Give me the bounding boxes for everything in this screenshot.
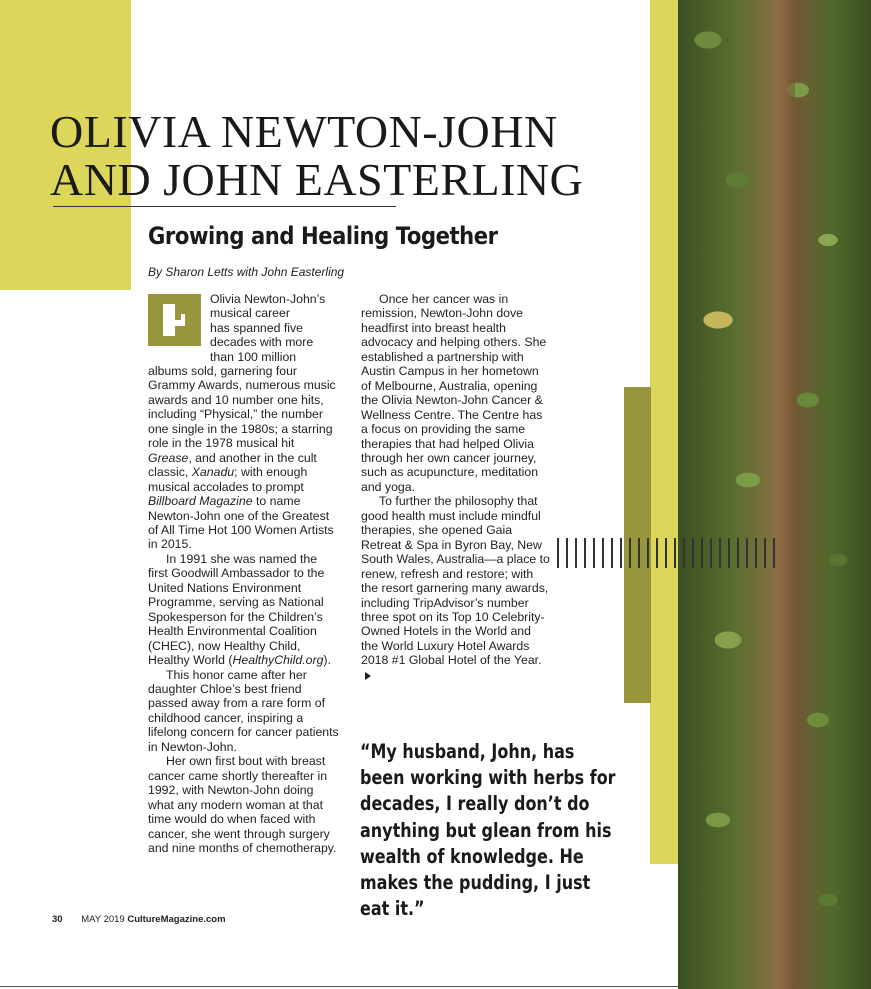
- column-1: [148, 364, 340, 855]
- page-footer: [52, 914, 226, 925]
- end-mark-icon: [365, 672, 371, 680]
- byline: By Sharon Letts with John Easterling: [148, 265, 345, 279]
- bottom-rule: [0, 986, 678, 987]
- paragraph: To further the philosophy that good health must include mindful therapies, she opened Gaia Retreat & Spa in Byron Bay, New South Wales, Australia—a place to renew, refresh and restore; with the resort garnering many awards, including TripAdvisor’s number three spot on its Top 10 Celebrity-Owned Hotels in the World and the World Luxury Hotel Awards 2018 #1 Global Hotel of the Year.: [361, 494, 551, 682]
- paragraph: In 1991 she was named the first Goodwill Ambassador to the United Nations Environment Programme, serving as National Spokesperson for the Children’s Health Environmental Coalition (CHEC), now Healthy Child, Healthy World (HealthyChild.org).: [148, 551, 331, 668]
- pull-quote: “My husband, John, has been working with herbs for decades, I really don’t do anything but glean from his wealth of knowledge. He makes the pudding, I just eat it.”: [360, 740, 616, 921]
- intro-line: than 100 million: [210, 349, 297, 364]
- site-name: CultureMagazine.com: [127, 914, 226, 925]
- intro-line: musical career: [210, 306, 290, 321]
- headline-rule: [53, 206, 396, 207]
- headline-line-2: AND JOHN EASTERLING: [50, 154, 584, 205]
- subtitle: Growing and Healing Together: [148, 222, 498, 250]
- foliage-photo: [678, 0, 871, 989]
- intro-line: decades with more: [210, 335, 314, 350]
- issue-date: MAY 2019: [81, 914, 125, 925]
- intro-line: Olivia Newton-John’s: [210, 292, 326, 306]
- paragraph: Once her cancer was in remission, Newton-John dove headfirst into breast health advocacy and helping others. She established a partnership with Austin Campus in her hometown of Melbourne, Australia, opening the Olivia Newton-John Cancer & Wellness Centre. The Centre has a focus on providing the same therapies that had helped Olivia through her own cancer journey, such as acupuncture, meditation and yoga.: [361, 292, 547, 494]
- headline-line-1: OLIVIA NEWTON-JOHN: [50, 106, 558, 157]
- paragraph: albums sold, garnering four Grammy Awards, numerous music awards and 10 number one hits, including “Physical,” the number one single in the 1980s; a starring role in the 1978 musical hit Grease, and another in the cult classic, Xanadu; with enough musical accolades to prompt Billboard Magazine to name Newton-John one of the Greatest of All Time Hot 100 Women Artists in 2015.: [148, 364, 336, 552]
- intro-line: has spanned five: [210, 320, 303, 335]
- page-number: 30: [52, 914, 63, 925]
- healthychild-link: HealthyChild.org: [232, 653, 324, 668]
- drop-cap-icon: [148, 294, 201, 346]
- column-1-intro: [210, 292, 340, 364]
- paragraph: Her own first bout with breast cancer came shortly thereafter in 1992, with Newton-John doing what any modern woman at that time would do when faced with cancer, she went through surgery and nine months of chemotherapy.: [148, 754, 337, 855]
- headline: [50, 108, 630, 204]
- paragraph: This honor came after her daughter Chloe’s best friend passed away from a rare form of childhood cancer, inspiring a lifelong concern for cancer patients in Newton-John.: [148, 667, 339, 754]
- tick-marks-decoration: [557, 538, 775, 568]
- accent-bar-right: [650, 0, 678, 864]
- column-2: [361, 292, 551, 682]
